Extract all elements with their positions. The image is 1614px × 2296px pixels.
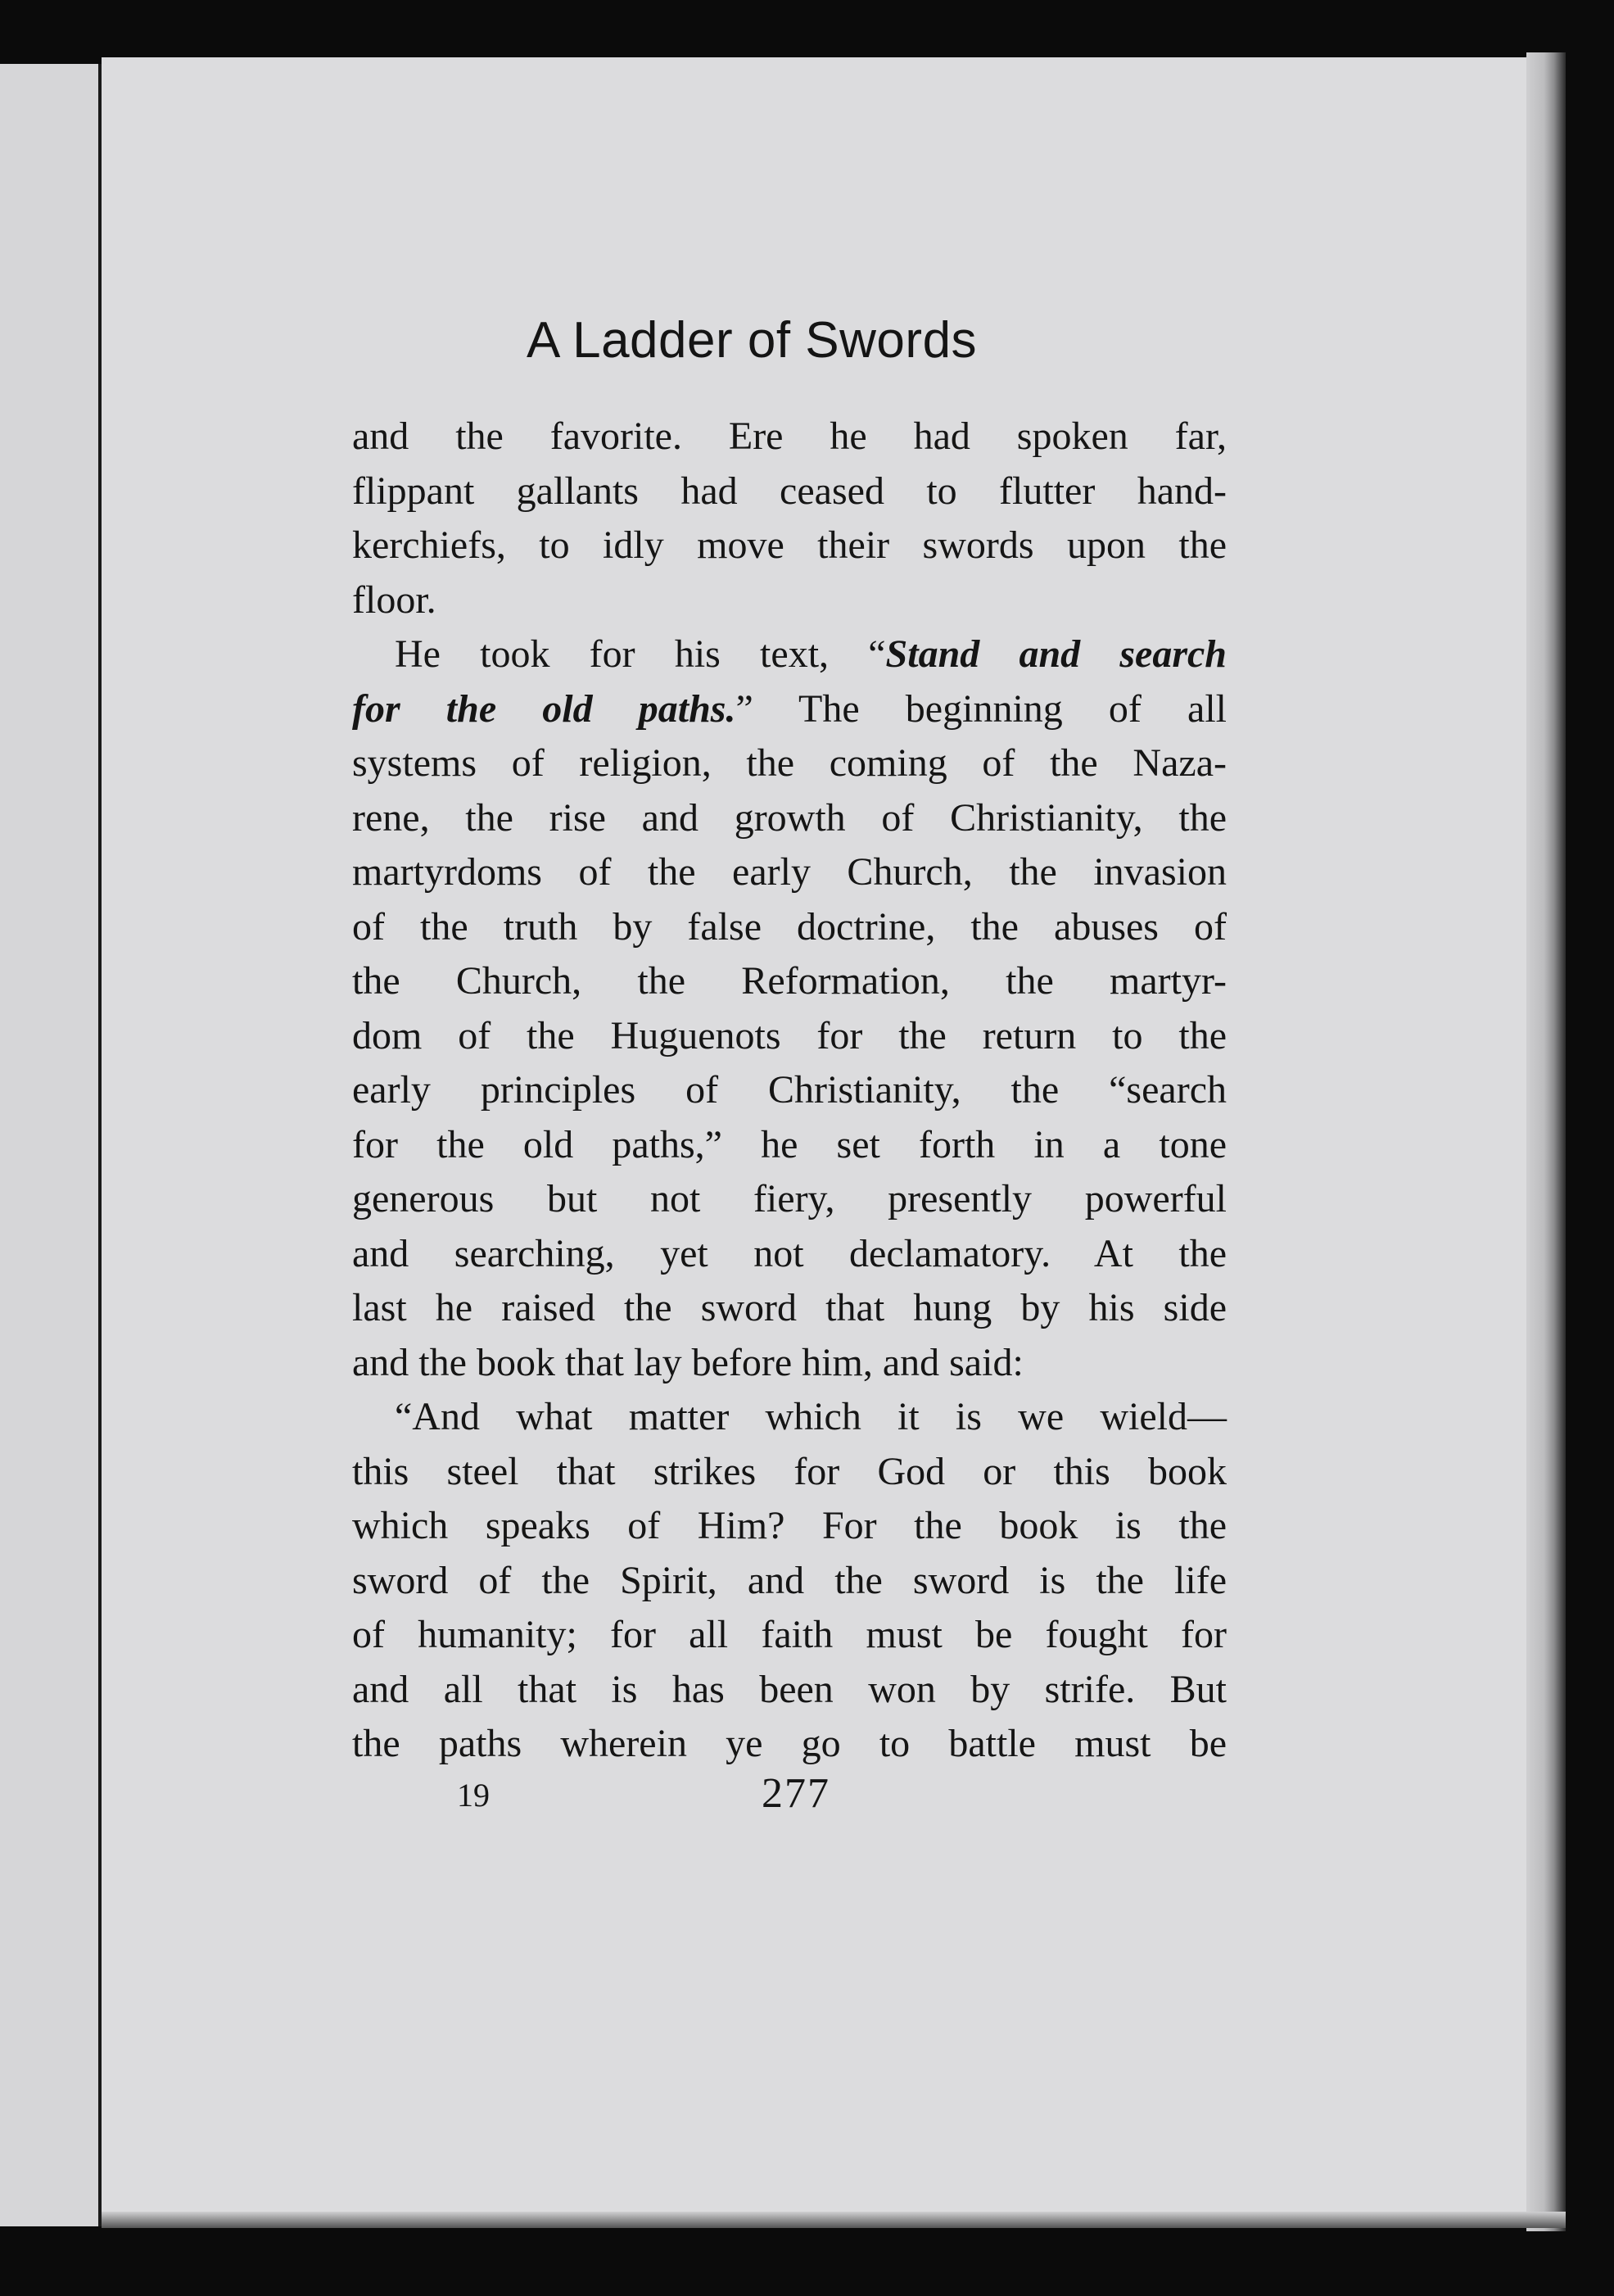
text-line: dom of the Huguenots for the return to the: [352, 1013, 1227, 1057]
text-line: for the old paths,” he set forth in a tone: [352, 1122, 1227, 1166]
text-line: systems of religion, the coming of the Naza-: [352, 741, 1227, 785]
page-bottom-edge: [102, 2212, 1566, 2228]
text-run: He took for his text, “: [395, 632, 886, 676]
text-line: floor.: [352, 577, 436, 622]
text-line: rene, the rise and growth of Christianity, the: [352, 795, 1227, 840]
text-line: sword of the Spirit, and the sword is the life: [352, 1558, 1227, 1602]
text-line: and all that is has been won by strife. But: [352, 1667, 1227, 1711]
text-line: of the truth by false doctrine, the abuses of: [352, 904, 1227, 949]
text-line: of humanity; for all faith must be fought for: [352, 1613, 1227, 1656]
text-line: kerchiefs, to idly move their swords upon the: [352, 523, 1227, 567]
quoted-text-italic: Stand and search: [885, 632, 1227, 676]
text-line: generous but not fiery, presently powerful: [352, 1177, 1227, 1220]
text-line: martyrdoms of the early Church, the invasion: [352, 850, 1227, 894]
text-line: which speaks of Him? For the book is the: [352, 1504, 1227, 1547]
signature-mark: 19: [457, 1777, 490, 1814]
text-line: and searching, yet not declamatory. At the: [352, 1231, 1227, 1275]
text-line: [352, 682, 1227, 737]
text-line: this steel that strikes for God or this book: [352, 1449, 1227, 1493]
text-run: ” The beginning of all: [735, 686, 1227, 731]
text-line: the Church, the Reformation, the martyr-: [352, 959, 1227, 1003]
text-line: flippant gallants had ceased to flutter hand-: [352, 469, 1227, 513]
running-head: A Ladder of Swords: [526, 312, 978, 369]
text-line: [352, 627, 1227, 682]
page-number: 277: [762, 1770, 830, 1817]
left-page-edge: [0, 64, 102, 2226]
text-line: the paths wherein ye go to battle must be: [352, 1722, 1227, 1765]
text-line: and the favorite. Ere he had spoken far,: [352, 414, 1227, 458]
body-text: [352, 410, 1227, 1772]
text-line: “And what matter which it is we wield—: [395, 1395, 1227, 1438]
text-line: early principles of Christianity, the “search: [352, 1068, 1227, 1112]
page-fore-edge: [1526, 52, 1566, 2231]
quoted-text-italic: for the old paths.: [352, 686, 736, 731]
text-line: last he raised the sword that hung by his side: [352, 1286, 1227, 1329]
text-line: and the book that lay before him, and said:: [352, 1340, 1024, 1384]
